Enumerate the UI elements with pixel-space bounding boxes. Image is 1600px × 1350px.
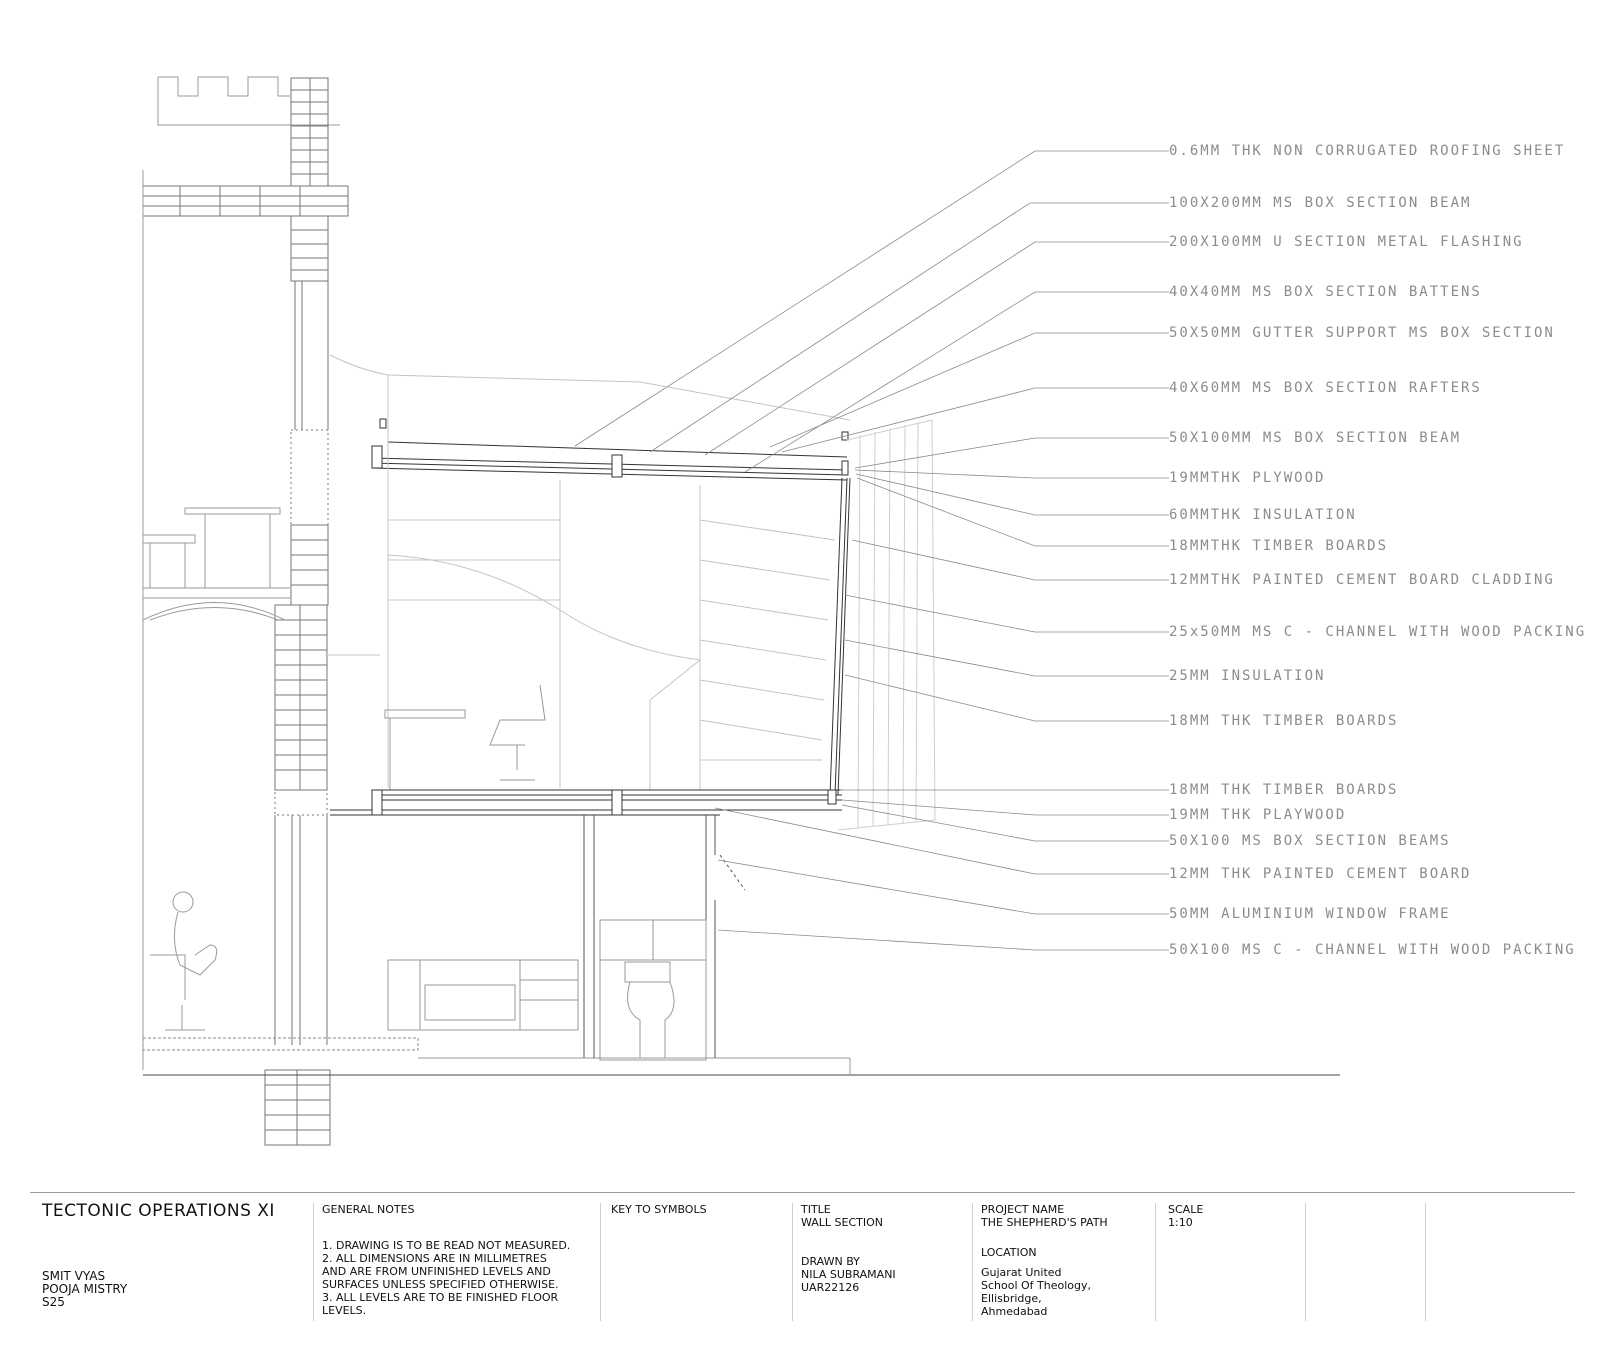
callout-label: 12MM THK PAINTED CEMENT BOARD — [1169, 866, 1472, 882]
callout-label: 18MM THK TIMBER BOARDS — [1169, 713, 1399, 729]
callout-label: 50X100MM MS BOX SECTION BEAM — [1169, 430, 1462, 446]
tb-course-column — [30, 1203, 313, 1321]
brick-wall-upper — [143, 78, 348, 605]
callout-label: 60MMTHK INSULATION — [1169, 507, 1357, 523]
general-note-line: LEVELS. — [322, 1304, 367, 1317]
location-line: Ellisbridge, — [981, 1292, 1042, 1305]
callout-label: 100X200MM MS BOX SECTION BEAM — [1169, 195, 1472, 211]
general-note-line: 1. DRAWING IS TO BE READ NOT MEASURED. — [322, 1239, 571, 1252]
drawn-by-name: NILA SUBRAMANI — [801, 1268, 896, 1281]
course-title: TECTONIC OPERATIONS XI — [42, 1201, 275, 1221]
general-note-line: AND ARE FROM UNFINISHED LEVELS AND — [322, 1265, 551, 1278]
title-heading: TITLE — [801, 1203, 831, 1216]
callout-label: 12MMTHK PAINTED CEMENT BOARD CLADDING — [1169, 572, 1555, 588]
scale-value: 1:10 — [1168, 1216, 1193, 1229]
toilet — [600, 920, 706, 1060]
callout-label: 50X50MM GUTTER SUPPORT MS BOX SECTION — [1169, 325, 1555, 341]
callout-label: 40X60MM MS BOX SECTION RAFTERS — [1169, 380, 1482, 396]
author-1: SMIT VYAS — [42, 1269, 106, 1283]
callout-label: 0.6MM THK NON CORRUGATED ROOFING SHEET — [1169, 143, 1566, 159]
tb-empty-column — [1305, 1203, 1426, 1321]
general-note-line: 3. ALL LEVELS ARE TO BE FINISHED FLOOR — [322, 1291, 559, 1304]
title-value: WALL SECTION — [801, 1216, 884, 1229]
slanted-cladding-wall — [830, 478, 850, 795]
callout-label: 18MMTHK TIMBER BOARDS — [1169, 538, 1389, 554]
callout-label: 50X100 MS BOX SECTION BEAMS — [1169, 833, 1451, 849]
author-2: POOJA MISTRY — [42, 1282, 128, 1296]
scale-heading: SCALE — [1168, 1203, 1204, 1216]
tb-scale-column — [1155, 1203, 1306, 1321]
project-name-value: THE SHEPHERD'S PATH — [981, 1216, 1108, 1229]
callout-label: 50X100 MS C - CHANNEL WITH WOOD PACKING — [1169, 942, 1576, 958]
tb-key-column — [600, 1203, 793, 1321]
existing-floor-arch — [143, 170, 290, 1070]
location-line: Gujarat United — [981, 1266, 1062, 1279]
seated-person — [150, 892, 217, 1030]
ground-lines — [143, 1038, 1340, 1075]
interior-perspective — [325, 355, 850, 790]
existing-parapet — [158, 77, 340, 125]
desk-and-chair — [385, 685, 545, 790]
key-to-symbols-heading: KEY TO SYMBOLS — [611, 1203, 707, 1216]
location-line: Ahmedabad — [981, 1305, 1048, 1318]
tb-project-column — [972, 1203, 1156, 1321]
tb-notes-column — [313, 1203, 601, 1321]
tb-title-column — [792, 1203, 973, 1321]
kitchen-counter — [388, 960, 578, 1030]
callout-label: 18MM THK TIMBER BOARDS — [1169, 782, 1399, 798]
callout-label: 19MMTHK PLYWOOD — [1169, 470, 1326, 486]
location-heading: LOCATION — [981, 1246, 1037, 1259]
general-note-line: 2. ALL DIMENSIONS ARE IN MILLIMETRES — [322, 1252, 547, 1265]
project-name-heading: PROJECT NAME — [981, 1203, 1065, 1216]
callout-label: 25x50MM MS C - CHANNEL WITH WOOD PACKING — [1169, 624, 1587, 640]
callout-label: 200X100MM U SECTION METAL FLASHING — [1169, 234, 1524, 250]
drawn-by-id: UAR22126 — [801, 1281, 860, 1294]
callout-label: 50MM ALUMINIUM WINDOW FRAME — [1169, 906, 1451, 922]
callout-label: 40X40MM MS BOX SECTION BATTENS — [1169, 284, 1482, 300]
location-line: School Of Theology, — [981, 1279, 1092, 1292]
drawn-by-heading: DRAWN BY — [801, 1255, 860, 1268]
floor-assembly — [330, 790, 842, 815]
title-block — [30, 1192, 1575, 1331]
general-note-line: SURFACES UNLESS SPECIFIED OTHERWISE. — [322, 1278, 559, 1291]
semester: S25 — [42, 1295, 65, 1309]
general-notes-heading: GENERAL NOTES — [322, 1203, 415, 1216]
leader-lines — [575, 151, 1169, 950]
callout-label: 25MM INSULATION — [1169, 668, 1326, 684]
callout-label: 19MM THK PLAYWOOD — [1169, 807, 1347, 823]
roof-assembly — [372, 419, 848, 480]
upper-furniture — [143, 508, 280, 588]
tb-empty-column — [1425, 1203, 1566, 1321]
brick-wall-lower — [265, 605, 330, 1145]
cladding-perspective — [838, 420, 935, 830]
